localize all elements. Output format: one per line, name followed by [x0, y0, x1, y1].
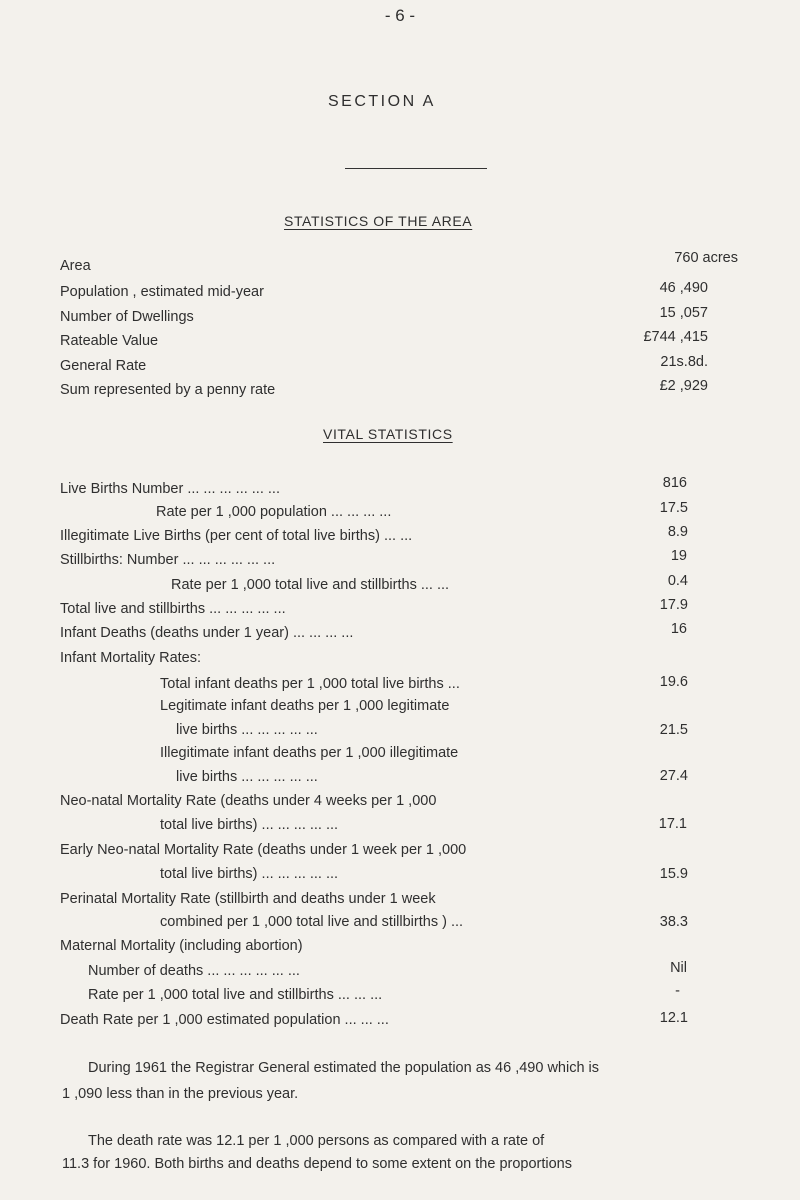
vital-row-label: Rate per 1 ,000 population ... ... ... ... [156, 504, 392, 520]
area-row-value: £2 ,929 [659, 378, 708, 394]
paragraph-line: The death rate was 12.1 per 1 ,000 persons as compared with a rate of [88, 1133, 545, 1149]
divider-rule [345, 168, 487, 169]
vital-row-label: Perinatal Mortality Rate (stillbirth and deaths under 1 week [60, 891, 436, 907]
vital-row-label: Total infant deaths per 1 ,000 total live births ... [160, 676, 460, 692]
vital-row-label: Illegitimate Live Births (per cent of total live births) ... ... [60, 528, 413, 544]
vital-row-label: Death Rate per 1 ,000 estimated population ... ... ... [60, 1012, 389, 1028]
vital-row-label: Neo-natal Mortality Rate (deaths under 4 weeks per 1 ,000 [60, 793, 437, 809]
vital-row-value: 12.1 [659, 1010, 688, 1026]
paragraph-line: 1 ,090 less than in the previous year. [62, 1086, 299, 1102]
vital-row-label: live births ... ... ... ... ... [176, 722, 318, 738]
vital-row-label: combined per 1 ,000 total live and stillbirths ) ... [160, 914, 464, 930]
vital-row-label: Legitimate infant deaths per 1 ,000 legitimate [160, 698, 450, 714]
vital-row-value: 19 [670, 548, 687, 564]
area-row-value: 46 ,490 [659, 280, 708, 296]
vital-row-label: Number of deaths ... ... ... ... ... ... [88, 963, 300, 979]
area-row-label: General Rate [60, 358, 147, 374]
paragraph-line: During 1961 the Registrar General estimated the population as 46 ,490 which is [88, 1060, 600, 1076]
vital-row-value: 15.9 [659, 866, 688, 882]
vital-row-label: Total live and stillbirths ... ... ... ... ... [60, 601, 286, 617]
area-row-value: £744 ,415 [643, 329, 708, 345]
vital-row-value: 38.3 [659, 914, 688, 930]
vital-row-label: total live births) ... ... ... ... ... [160, 817, 339, 833]
area-row-value: 21s.8d. [660, 354, 708, 370]
vital-row-label: live births ... ... ... ... ... [176, 769, 318, 785]
area-row-label: Population , estimated mid-year [60, 284, 264, 300]
area-row-label: Sum represented by a penny rate [60, 382, 276, 398]
vital-statistics-heading: VITAL STATISTICS [323, 426, 453, 442]
area-statistics-heading: STATISTICS OF THE AREA [284, 213, 473, 229]
vital-row-value: 19.6 [659, 674, 688, 690]
vital-row-label: Maternal Mortality (including abortion) [60, 938, 303, 954]
vital-row-value: Nil [670, 960, 687, 976]
area-row-label: Rateable Value [60, 333, 159, 349]
section-title: SECTION A [328, 93, 436, 110]
vital-row-value: 16 [670, 621, 687, 637]
area-row-value: 15 ,057 [659, 305, 708, 321]
area-row-label: Number of Dwellings [60, 309, 194, 325]
vital-row-value: 0.4 [667, 573, 688, 589]
vital-row-label: Infant Mortality Rates: [60, 650, 202, 666]
vital-row-label: Early Neo-natal Mortality Rate (deaths under 1 week per 1 ,000 [60, 842, 467, 858]
vital-row-value: 27.4 [659, 768, 688, 784]
vital-row-value: - [675, 983, 680, 999]
vital-row-label: Live Births Number ... ... ... ... ... ... [60, 481, 280, 497]
vital-row-label: Rate per 1 ,000 total live and stillbirths ... ... ... [88, 987, 383, 1003]
area-row-label: Area [60, 258, 91, 274]
vital-row-value: 17.9 [659, 597, 688, 613]
vital-row-label: Rate per 1 ,000 total live and stillbirths ... ... [171, 577, 450, 593]
vital-row-label: Illegitimate infant deaths per 1 ,000 illegitimate [160, 745, 459, 761]
vital-row-label: Infant Deaths (deaths under 1 year) ... ... ... ... [60, 625, 354, 641]
vital-row-value: 816 [662, 475, 687, 491]
vital-row-label: Stillbirths: Number ... ... ... ... ... ... [60, 552, 276, 568]
paragraph-line: 11.3 for 1960. Both births and deaths depend to some extent on the proportions [62, 1156, 572, 1172]
vital-row-value: 21.5 [659, 722, 688, 738]
vital-row-value: 8.9 [667, 524, 688, 540]
vital-row-value: 17.5 [659, 500, 688, 516]
page-number: - 6 - [384, 6, 416, 25]
area-row-value: 760 acres [674, 250, 738, 266]
vital-row-label: total live births) ... ... ... ... ... [160, 866, 339, 882]
vital-row-value: 17.1 [658, 816, 687, 832]
